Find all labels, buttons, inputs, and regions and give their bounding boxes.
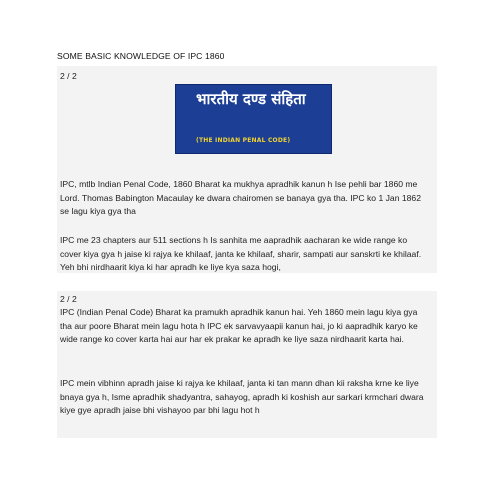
cover-title: भारतीय दण्ड संहिता	[196, 90, 306, 108]
response-block-1	[57, 66, 437, 273]
paragraph: IPC me 23 chapters aur 511 sections h Is sanhita me aapradhik aacharan ke wide range ko cover kiya gya h jaise ki rajya ke khilaaf, janta ke khilaaf, sharir, sampati aur sanskrti ke khilaaf. Yeh bhi nirdhaarit kiya ki har apradh ke liye kya saza hogi,	[60, 235, 422, 272]
paragraph: IPC, mtlb Indian Penal Code, 1860 Bharat ka mukhya apradhik kanun h Ise pehli bar 1860 me Lord. Thomas Babington Macaulay ke dwara chairomen se banaya gya tha. IPC ko 1 Jan 1862 se lagu kiya gya tha	[60, 179, 421, 216]
paragraph: IPC mein vibhinn apradh jaise ki rajya ke khilaaf, janta ki tan mann dhan kii raksha krne ke liye bnaya gya h, Isme apradhik shadyantra, sahayog, apradh ki koshish aur sarkari krmchari dwara kiye gye apradh jaise bhi vishayoo par bhi lagu hot h	[60, 378, 424, 415]
page-title: SOME BASIC KNOWLEDGE OF IPC 1860	[57, 51, 225, 61]
response-block-2	[57, 291, 437, 438]
response-counter[interactable]: 2 / 2	[60, 71, 77, 81]
response-counter[interactable]: 2 / 2	[60, 294, 77, 304]
cover-subtitle: (THE INDIAN PENAL CODE)	[196, 137, 291, 144]
paragraph: IPC (Indian Penal Code) Bharat ka pramukh apradhik kanun hai. Yeh 1860 mein lagu kiya gya tha aur poore Bharat mein lagu hota h IPC ek sarvavyaapii kanun hai, jo ki aapradhik karyo ke wide range ko cover karta hai aur har ek prakar ke apradh ke liye saza nirdhaarit karta hai.	[60, 307, 418, 344]
ipc-book-cover-image	[175, 84, 332, 154]
